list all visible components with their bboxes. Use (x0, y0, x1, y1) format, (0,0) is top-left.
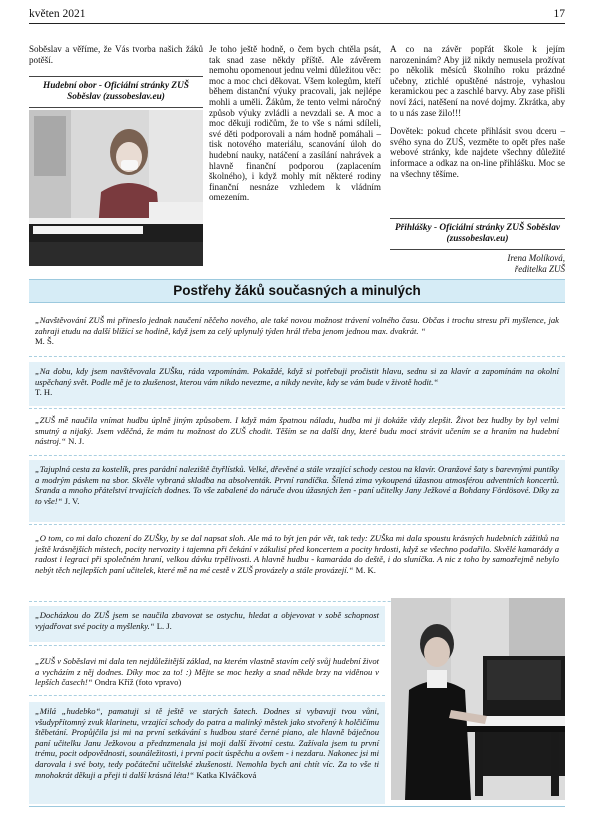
signature-name: Irena Molíková, (507, 253, 565, 263)
quote-text: „Docházkou do ZUŠ jsem se naučila zbavovat se ostychu, hledat a objevovat v sobě schopnost vyjadřovat své pocity a myšlenky.“ (35, 610, 379, 631)
column-1-paragraph: Soběslav a věříme, že Vás tvorba našich žáků potěší. (29, 44, 203, 65)
quote-text: „Tajuplná cesta za kostelík, pres parádní naleziště čtyřlístků. Velké, dřevěné a stále vrzající schody cestou na klavír. Oranžové šaty s barevnými puntíky a modrým páskem na sbor. Skvěle vybraná skladba na absolventák. První randíčka. Šílená zima vykoupená úžasnou atmosférou adventních koncertů. Srandа a mnoho přátelství trvajících dodnes. To vše zabalené do náruče dvou úžasných žen - paní učitelky Jany Ježkové a Bohdany Fördösové. Díky za to vše!“ (35, 464, 559, 506)
column-3-paragraph-2: Dovětek: pokud chcete přihlásit svou dceru – svého syna do ZUŠ, vezměte to opět přes naše webové stránky, kde najdete všechny důležité informace a odkaz na on-line přihlášku. Moc se na všechny těšíme. (390, 126, 565, 179)
photo-boy-piano (391, 598, 565, 800)
quote-item (29, 460, 565, 522)
quote-item (29, 702, 385, 804)
column-1-caption: Hudební obor - Oficiální stránky ZUŠ Soběslav (zussobeslav.eu) (43, 81, 189, 102)
quote-author: T. H. (35, 387, 53, 398)
column-1-text (29, 44, 203, 65)
quote-author: M. Š. (35, 336, 54, 347)
signature-role: ředitelka ZUŠ (514, 264, 565, 274)
page-number: 17 (553, 8, 565, 20)
quote-separator (29, 645, 385, 646)
signature-block (390, 253, 565, 275)
quote-author: N. J. (68, 436, 85, 447)
quote-item (29, 606, 385, 642)
section-title: Postřehy žáků současných a minulých (29, 279, 565, 303)
column-3-caption-box (390, 218, 565, 250)
column-1-caption-box (29, 76, 203, 108)
photo-girl-piano (29, 110, 203, 266)
quote-item (29, 411, 565, 451)
column-2-paragraph: Je toho ještě hodně, o čem bych chtěla psát, tak snad zase někdy příště. Ale závěrem nemohu opomenout jednu velmi důležitou věc: moc a moc chci děkovat. Všem kolegům, kteří během distanční výuky pracovali, jak nejlépe mohli a uměli. Žákům, že tento velmi náročný způsob výuky zvládli a nevzdali se. A moc a moc děkuji rodičům, že to vše s námi sdíleli, své děti podporovali a nám hodně pomáhali – tisk notového materiálu, scanování úloh do hudební nauky, natáčení a zasílání nahrávek a hlavně finanční podporou (zaplacením školného), i když mohly mít některé rodiny finanční nesnáze vzhledem k vládním omezením. (209, 44, 381, 203)
quote-text: „Na dobu, kdy jsem navštěvovala ZUŠku, ráda vzpomínám. Pokaždé, když si potřebuji pročistit hlavu, sednu si za klavír a zapomínám na okolní uspěchaný svět. Podle mě je to zkušenost, kterou vám nikdo nevezme, a nikdy nevíte, kdy se vám bude v životě hodit.“ (35, 366, 559, 387)
column-3-text (390, 44, 565, 179)
column-3-paragraph-1: A co na závěr popřát škole k jejím narozeninám? Aby již nikdy nemusela prožívat po několik měsíců školního roku prázdné učebny, ztichlé opuštěné nástroje, vyhaslou keramickou pec a zaschlé barvy. Aby zase přišli noví žáci, natěšení na nové dojmy. Zkrátka, aby to u nás zase žilo!!! (390, 44, 565, 118)
quote-author: Katka Klváčková (196, 769, 257, 780)
quote-item (29, 311, 565, 351)
quote-text: „O tom, co mi dalo chození do ZUŠky, by se dal napsat sloh. Ale má to být jen pár vět, tak tedy: ZUŠka mi dala spoustu krásných hudebních zážitků na ještě krásnějších místech, pocity nervozity i tajemna při čekání v zákulisí před koncertem a pocity hrdosti, když se všechno podařilo. Skvělé kamarády a radost i legraci při společném hraní, velkou dávku trpělivosti. A hlavně hudbu - kamaráda do deště, i do sluníčka. A nic z toho by samozřejmě nebylo nebýt těch nejlepších paní učitelek, které mě na mé cestě v ZUŠ provázely a stále provázejí.“ (35, 533, 559, 575)
quote-item (29, 362, 565, 406)
bottom-rule (29, 806, 565, 807)
quote-separator (29, 455, 565, 456)
quote-separator (29, 408, 565, 409)
column-3-caption: Přihlášky - Oficiální stránky ZUŠ Soběslav (zussobeslav.eu) (394, 223, 561, 244)
quote-author: Ondra Kříž (foto vpravo) (94, 677, 182, 688)
photo-boy-piano-image (391, 598, 565, 800)
photo-girl-piano-image (29, 110, 203, 266)
quote-text: „ZUŠ v Soběslavi mi dala ten nejdůležitější základ, na kterém vlastně stavím celý svůj hudební život a vycházím z něj dodnes. Díky moc za to! :) Mějte se moc hezky a snad někde brzy na viděnou v lepších časech!“ (35, 656, 379, 688)
quote-author: L. J. (156, 620, 172, 631)
quote-item (29, 652, 385, 692)
quote-separator (29, 356, 565, 357)
issue-date: květen 2021 (29, 8, 86, 20)
quote-separator (29, 695, 385, 696)
quote-author: M. K. (355, 564, 376, 575)
quote-text: „Milá „hudebko“, pamatuji si tě ještě ve starých šatech. Dodnes si vybavuji tvou vůni, všudypřítomný zvuk klarinetu, vrzající schody do patra a malinký městek jako stvořený k holčičímu štěbetání. Propůjčila jsi mi na první setkávání s hudbou staré černé piano, ale hlavně báječnou paní učitelku Janu Ježkovou a přednzmenala jsi moji další životní cestu. Zažívala jsem tu první trému, pocit odpovědnosti, sounáležitosti, i první pocit úspěchu a ovšem - i nezdaru. Nakonec jsi mi darovala i své boty, tedy počáteční učitelské zkušenosti. Nemohla bych ani chtít víc. Za to vše ti mnohokrát děkuji a přeji ti další krásná léta!“ (35, 706, 379, 780)
header-rule (29, 23, 565, 24)
page-header (29, 8, 565, 24)
quote-item (29, 529, 565, 579)
quote-text: „ZUŠ mě naučila vnímat hudbu úplně jiným způsobem. I když mám špatnou náladu, hudba mi ji dokáže vždy zlepšit. Život bez hudby by byl velmi smutný a nijaký. Jsem vděčná, že mám tu možnost do ZUŠ chodit. Těším se na další dny, které budu moci strávit učením se a hraním na hudební nástroj.“ (35, 415, 559, 447)
quote-text: „Navštěvování ZUŠ mi přineslo jednak naučení něčeho nového, ale také novou možnost trávení volného času. Občas i trochu stresu při myšlence, jak zahraji etudu na další blížící se hodině, když jsem za celý uplynulý týden hrál třeba jenom jednou max. dvakrát. “ (35, 315, 559, 336)
quote-author: J. V. (64, 495, 80, 506)
quote-separator (29, 524, 565, 525)
column-2-text (209, 44, 381, 203)
